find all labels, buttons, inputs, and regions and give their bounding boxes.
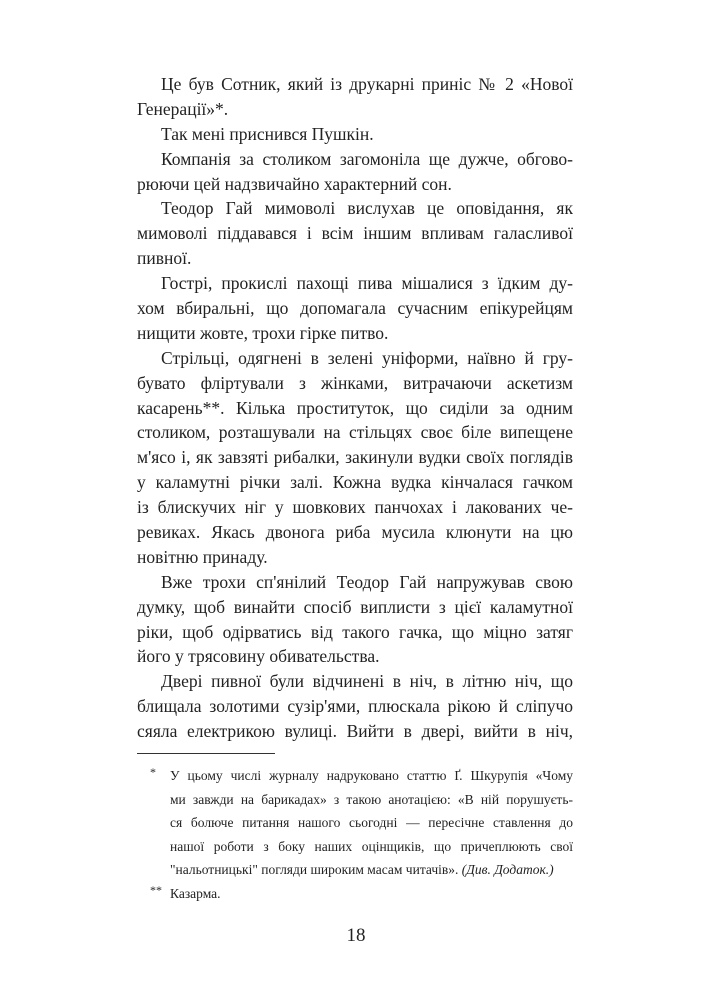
text-line: нищити жовте, трохи гірке питво. bbox=[137, 322, 389, 343]
footnote-marker: * bbox=[150, 765, 156, 779]
footnote-marker: ** bbox=[150, 882, 162, 897]
footnote-line bbox=[170, 835, 573, 859]
page-number: 18 bbox=[346, 925, 366, 946]
text-line: столиком, розташували на стільцях своє біле випещене bbox=[137, 422, 573, 443]
paragraph bbox=[137, 122, 573, 147]
footnote-text: нашої роботи з боку наших оцінщиків, що причеплюють свої bbox=[170, 838, 573, 854]
text-line: Гострі, прокислі пахощі пива мішалися з їдким ду- bbox=[161, 273, 573, 294]
text-line: його у трясовину обивательства. bbox=[137, 646, 380, 667]
text-line: Це був Сотник, який із друкарні приніс № 2 «Нової bbox=[161, 74, 573, 94]
text-line: блищала золотими сузір'ями, плюскала рікою й сліпучо bbox=[137, 696, 573, 717]
paragraph bbox=[137, 271, 573, 346]
text-line: хом вбиральні, що допомагала сучасним епікурейцям bbox=[137, 298, 573, 319]
footnote-text: У цьому числі журналу надруковано статтю Ґ. Шкурупія «Чому bbox=[170, 768, 573, 783]
text-line: новітню принаду. bbox=[137, 546, 268, 567]
footnote-divider bbox=[137, 753, 275, 754]
footnote-text: Казарма. bbox=[170, 885, 221, 901]
footnote-text: ми завжди на барикадах» з такою анотацією: «В ній порушуєть- bbox=[170, 791, 573, 807]
footnote-line bbox=[170, 882, 573, 906]
paragraph bbox=[137, 346, 573, 570]
footnote bbox=[137, 764, 573, 882]
footnote-text: ся болюче питання нашого сьогодні — пересічне ставлення до bbox=[170, 815, 573, 831]
main-text bbox=[137, 72, 573, 744]
text-line: м'ясо і, як завзяті рибалки, закинули вудки своїх поглядів bbox=[137, 447, 573, 468]
paragraph bbox=[137, 196, 573, 271]
text-line: рюючи цей надзвичайно характерний сон. bbox=[137, 173, 452, 194]
text-line: мимоволі піддавався і всім іншим впливам галасливої bbox=[137, 223, 573, 244]
text-line: Генерації»*. bbox=[137, 98, 229, 119]
footnote-line bbox=[170, 811, 573, 835]
footnote-line bbox=[170, 788, 573, 812]
text-line: у каламутні річки залі. Кожна вудка кінчалася гачком bbox=[137, 472, 573, 493]
text-line: Так мені приснився Пушкін. bbox=[161, 123, 374, 144]
text-line: із блискучих ніг у шовкових панчохах і лакованих че- bbox=[137, 497, 573, 518]
text-line: сяяла електрикою вулиці. Вийти в двері, вийти в ніч, bbox=[137, 721, 573, 742]
footnote-line bbox=[170, 764, 573, 788]
text-line: ревиках. Якась двонога риба мусила клюнути на цю bbox=[137, 522, 573, 543]
footnote-text: "нальотницькі" погляди широким масам читачів». bbox=[170, 862, 459, 878]
text-line: Теодор Гай мимоволі вислухав це оповідання, як bbox=[161, 198, 573, 219]
text-line: Компанія за столиком загомоніла ще дужче, обгово- bbox=[161, 148, 573, 169]
footnote bbox=[137, 882, 573, 906]
text-line: ріки, щоб одірватись від такого гачка, що міцно затяг bbox=[137, 621, 573, 642]
footnote-reference: (Див. Додаток.) bbox=[461, 862, 554, 878]
paragraph bbox=[137, 669, 573, 744]
paragraph bbox=[137, 147, 573, 197]
text-line: касарень**. Кілька проституток, що сиділи за одним bbox=[137, 397, 573, 418]
text-line: бувато фліртували з жінками, витрачаючи аскетизм bbox=[137, 372, 573, 393]
paragraph bbox=[137, 570, 573, 670]
text-line: Вже трохи сп'янілий Теодор Гай напружував свою bbox=[161, 571, 573, 592]
footnote-line bbox=[170, 858, 573, 882]
text-line: Двері пивної були відчинені в ніч, в літню ніч, що bbox=[161, 671, 573, 692]
footnotes bbox=[137, 764, 573, 906]
paragraph bbox=[137, 72, 573, 122]
text-line: Стрільці, одягнені в зелені уніформи, наївно й гру- bbox=[161, 347, 573, 368]
text-line: пивної. bbox=[137, 248, 192, 269]
text-line: думку, щоб винайти спосіб виплисти з цієї каламутної bbox=[137, 596, 573, 617]
